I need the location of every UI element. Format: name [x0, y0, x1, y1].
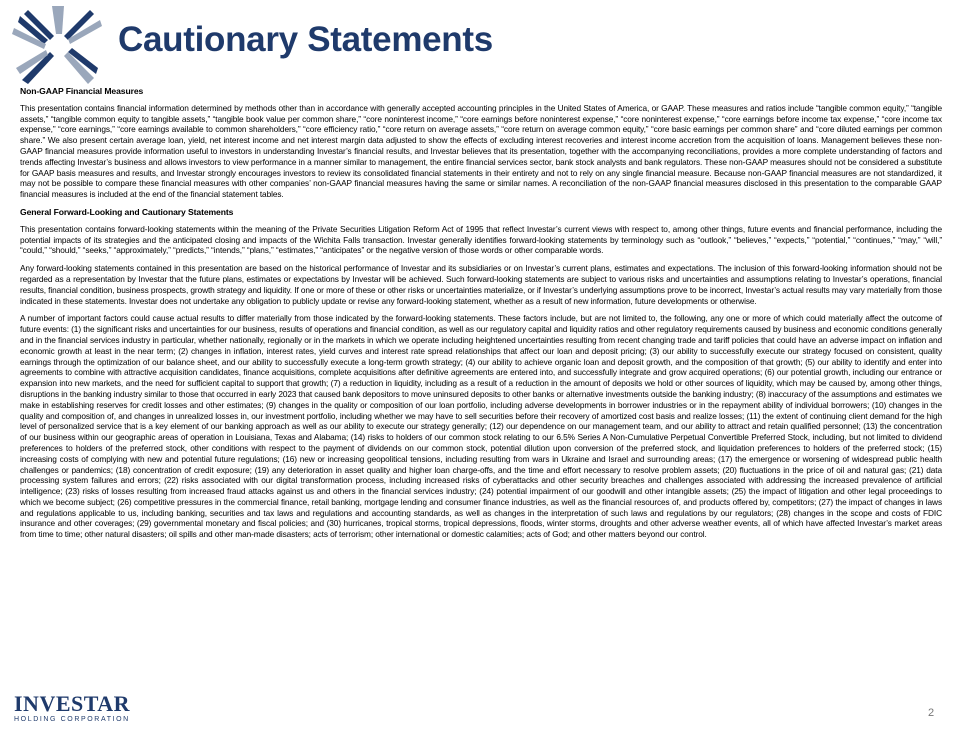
section-forward-looking — [20, 207, 942, 540]
section-heading: General Forward-Looking and Cautionary Statements — [20, 206, 234, 217]
section-heading: Non-GAAP Financial Measures — [20, 86, 144, 96]
page-title: Cautionary Statements — [118, 20, 493, 59]
footer-logo-word: INVESTAR — [14, 691, 131, 716]
paragraph: This presentation contains financial information determined by methods other than in accordance with generally accepted accounting principles in the United States of America, or GAAP. These measures and ratios include “tangible common equity,” “tangible assets,” “tangible common equity to tangible assets,” “tangible book value per common share,” “core noninterest income,” “core earnings before noninterest expense,” “core noninterest expense,” “core earnings before income tax expense,” “core income tax expense,” “core earnings,” “core earnings available to common shareholders,” “core efficiency ratio,” “core return on average assets,” “core return on average common equity,” “core basic earnings per common share” and “core diluted earnings per common share.” We also present certain average loan, yield, net interest income and net interest margin data adjusted to show the effects of excluding interest recoveries and interest income accretion from the acquisition of loans. Management believes these non-GAAP financial measures provide information useful to investors in understanding Investar’s financial results, and Investar believes that its presentation, together with the accompanying reconciliations, provides a more complete understanding of factors and trends affecting Investar’s business and allows investors to view performance in a manner similar to management, the entire financial services sector, bank stock analysts and bank regulators. These non-GAAP measures should not be considered a substitute for GAAP basis measures and results, and Investar strongly encourages investors to review its consolidated financial statements in their entirety and not to rely on any single financial measure. Because non-GAAP financial measures are not standardized, it may not be possible to compare these financial measures with other companies’ non-GAAP financial measures having the same or similar names. A reconciliation of the non-GAAP financial measures disclosed in this presentation to the comparable GAAP financial measures is included at the end of the financial statement tables. — [20, 102, 942, 200]
page-number: 2 — [928, 707, 935, 719]
cautionary-content — [20, 86, 942, 547]
paragraph: Any forward-looking statements contained in this presentation are based on the historical performance of Investar and its subsidiaries or on Investar’s current plans, estimates and expectations. The inclusion of this forward-looking information should not be regarded as a representation by Investar that the future plans, estimates or expectations by Investar will be achieved. Such forward-looking statements are subject to various risks and uncertainties and assumptions relating to Investar’s operations, financial results, financial condition, business prospects, growth strategy and liquidity. If one or more of these or other risks or uncertainties materialize, or if Investar’s underlying assumptions prove to be incorrect, Investar’s actual results may vary materially from those indicated in these statements. Investar does not undertake any obligation to publicly update or revise any forward-looking statement, whether as a result of new information, future developments or otherwise. — [20, 263, 942, 306]
footer-logo-subtitle: HOLDING CORPORATION — [14, 716, 130, 723]
footer-logo — [14, 693, 130, 723]
paragraph: This presentation contains forward-looking statements within the meaning of the Private Securities Litigation Reform Act of 1995 that reflect Investar’s current views with respect to, among other things, future events and financial performance, including the potential impacts of its strategies and the anticipated closing and impacts of the Wichita Falls transaction. Investar generally identifies forward-looking statements by terminology such as “outlook,” “believes,” “expects,” “potential,” “continues,” “may,” “will,” “could,” “should,” “seeks,” “approximately,” “predicts,” “intends,” “plans,” “estimates,” “anticipates” or the negative version of those words or other comparable words. — [20, 223, 942, 256]
paragraph: A number of important factors could cause actual results to differ materially from those indicated by the forward-looking statements. These factors include, but are not limited to, the following, any one or more of which could materially affect the outcome of future events: (1) the significant risks and uncertainties for our business, results of operations and financial condition, as well as our regulatory capital and liquidity ratios and other regulatory requirements caused by business and economic conditions generally and in the financial services industry in particular, whether nationally, regionally or in the markets in which we operate including heightened uncertainties resulting from recent changing trade and tariff policies that could have an adverse impact on inflation and economic growth at least in the near term; (2) changes in inflation, interest rates, yield curves and interest rate spread relationships that affect our loan and deposit pricing; (3) our ability to successfully execute our strategy focused on consistent, quality earnings through the optimization of our balance sheet, and our ability to successfully execute a long-term growth strategy; (4) our ability to achieve organic loan and deposit growth, and the composition of that growth; (5) our ability to identify and enter into agreements to combine with attractive acquisition candidates, finance acquisitions, complete acquisitions after definitive agreements are entered into, and successfully integrate and grow acquired operations; (6) our potential growth, including our entrance or expansion into new markets, and the need for sufficient capital to support that growth; (7) a reduction in liquidity, including as a result of a reduction in the amount of deposits we hold or other sources of liquidity, which may be caused by, among other things, disruptions in the banking industry similar to those that occurred in early 2023 that caused bank depositors to move uninsured deposits to other banks or alternative investments outside the banking industry; (8) inaccuracy of the assumptions and estimates we make in establishing reserves for credit losses and other estimates; (9) changes in the quality or composition of our loan portfolio, including adverse developments in borrower industries or in the repayment ability of individual borrowers; (10) changes in the quality and composition of, and changes in unrealized losses in, our investment portfolio, including whether we may have to sell securities before their recovery of amortized cost basis and realize losses; (11) the extent of continuing client demand for the high level of personalized service that is a key element of our banking approach as well as our ability to execute our strategy generally; (12) our dependence on our management team, and our ability to attract and retain qualified personnel; (13) the concentration of our business within our geographic areas of operation in Louisiana, Texas and Alabama; (14) risks to holders of our common stock relating to our 6.5% Series A Non-Cumulative Perpetual Convertible Preferred Stock, including, but not limited to dividend preferences to holders of the preferred stock, other conditions with respect to the payment of dividends on our common stock, potential dilution upon conversion of the preferred stock, and liquidation preferences to holders of the preferred stock; (15) increasing costs of complying with new and potential future regulations; (16) new or increasing geopolitical tensions, including resulting from wars in Ukraine and Israel and surrounding areas; (17) the emergence or worsening of widespread public health challenges or pandemics; (18) concentration of credit exposure; (19) any deterioration in asset quality and higher loan charge-offs, and the time and effort necessary to resolve problem assets; (20) fluctuations in the price of oil and natural gas; (21) data processing system failures and errors; (22) risks associated with our digital transformation process, including increased risks of cyberattacks and other security breaches and challenges associated with addressing the increased prevalence of artificial intelligence; (23) risks of losses resulting from increased fraud attacks against us and others in the financial services industry; (24) potential impairment of our goodwill and other intangible assets; (25) the impact of litigation and other legal proceedings to which we become subject; (26) competitive pressures in the commercial finance, retail banking, mortgage lending and consumer finance industries, as well as the financial resources of, and products offered by, competitors; (27) the impact of changes in laws and regulations applicable to us, including banking, securities and tax laws and regulations and accounting standards, as well as changes in the interpretation of such laws and regulations by our regulators; (28) changes in the scope and costs of FDIC insurance and other coverages; (29) governmental monetary and fiscal policies; and (30) hurricanes, tropical storms, tropical depressions, floods, winter storms, droughts and other adverse weather events, all of which have affected Investar’s market areas from time to time; other natural disasters; oil spills and other man-made disasters; acts of terrorism; other international or domestic calamities; acts of God; and other matters beyond our control. — [20, 313, 942, 540]
investar-star-icon — [8, 4, 108, 86]
section-non-gaap — [20, 86, 942, 200]
